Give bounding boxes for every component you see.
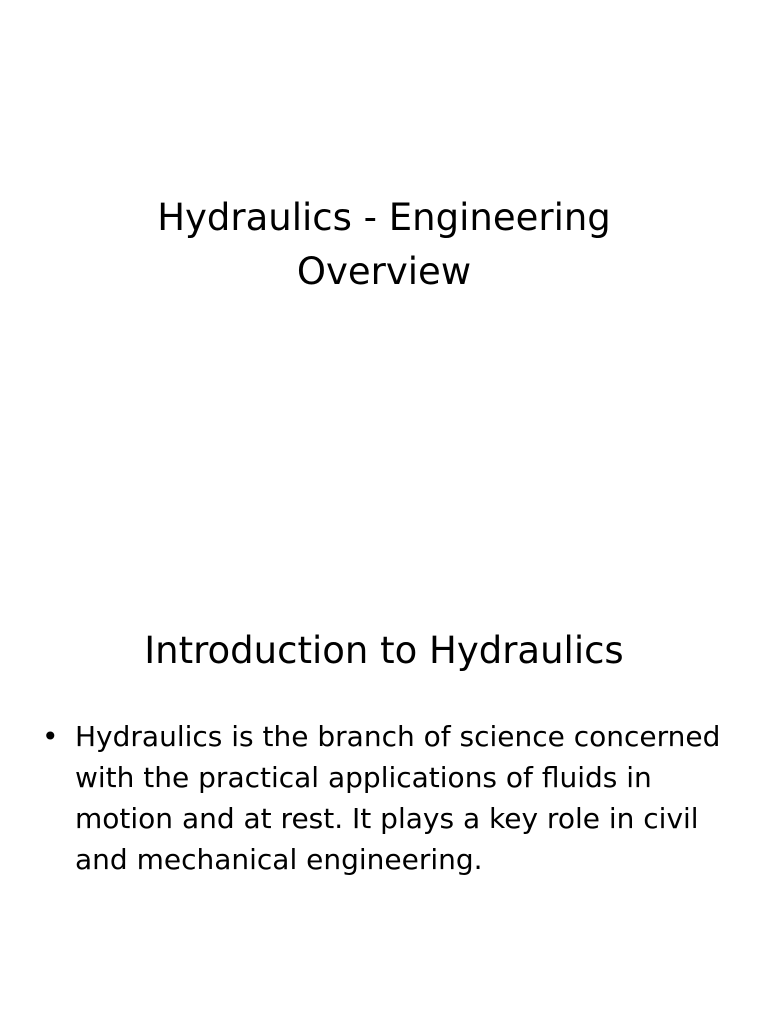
bullet-item	[42, 716, 722, 880]
content-slide	[0, 512, 768, 1024]
bullet-marker: •	[42, 720, 59, 753]
bullet-text: Hydraulics is the branch of science concerned with the practical applications of fluids in motion and at rest. It plays a key role in civil and mechanical engineering.	[75, 720, 721, 876]
bullet-list	[42, 716, 722, 880]
slide-heading: Introduction to Hydraulics	[144, 629, 624, 672]
slide-title: Hydraulics - Engineering Overview	[157, 196, 611, 293]
